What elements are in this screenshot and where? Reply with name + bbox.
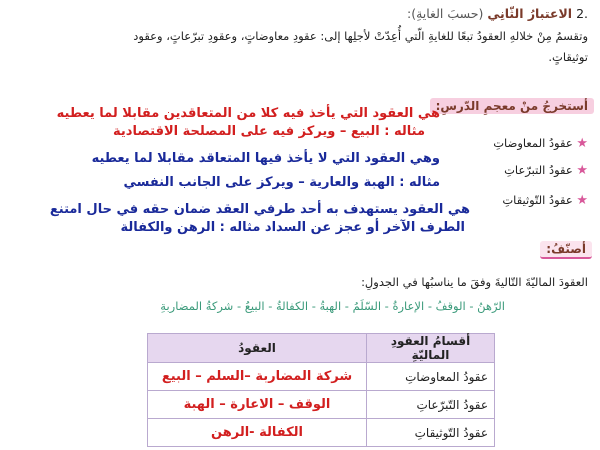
term-label: عقودُ التّوثيقاتِ [502,193,573,207]
definition-1-line2: مثاله : البيع – ويركز فيه على المصلحة الاقتصادية [113,124,425,139]
section-heading: الاعتبارُ الثّانِي [487,6,573,21]
term-row-3 [502,193,588,208]
section-body-line1: وتقسمُ مِنْ خلالهِ العقودُ تبعًا للغايةِ الّتي أُعِدّتْ لأجلِها إلى: عقودِ معاوضاتٍ، وعقودِ تبرّعاتٍ، وعقود [133,29,588,43]
section-heading-note: (حسبَ الغايةِ): [406,6,484,21]
star-icon: ★ [576,163,588,178]
table-row [148,419,495,447]
section-body-line2: توثيقاتٍ. [548,50,588,64]
col-header-contracts: العقودُ [148,334,367,363]
col-header-type: أقسامُ العقودِ الماليّةِ [367,334,495,363]
star-icon: ★ [576,136,588,151]
row-type: عقودُ المعاوضاتِ [367,363,495,391]
word-bank: الرّهنُ - الوقفُ - الإعارةُ - السّلَمُ - الهبةُ - الكفالةُ - البيعُ - شركةُ المضاربةِ [160,299,505,313]
row-type: عقودُ التّبرّعاتِ [367,391,495,419]
classification-table [147,333,495,447]
extract-label: أستخرجُ منْ معجمِ الدّرسِ: [430,98,594,114]
row-answer: الوقف – الاعارة – الهبة [148,391,367,419]
definition-3-line1: هي العقود يستهدف به أحد طرفي العقد ضمان حقه في حال امتنع [49,202,470,217]
term-row-2 [504,163,588,178]
extract-label-tag [430,99,594,113]
section-number: .2 [576,6,588,21]
table-header-row [148,334,495,363]
term-label: عقودُ المعاوضاتِ [493,136,573,150]
table-row [148,363,495,391]
definition-3-line2: الطرف الآخر أو عجز عن السداد مثاله : الرهن والكفالة [120,220,465,235]
classify-label: أصنّفُ: [540,241,592,259]
term-label: عقودُ التبرّعاتِ [504,163,573,177]
row-answer: شركة المضاربة –السلم – البيع [148,363,367,391]
classify-label-tag [540,242,592,256]
definition-2-line2: مثاله : الهبة والعارية – ويركز على الجانب النفسي [123,175,440,190]
table-row [148,391,495,419]
row-answer: الكفالة -الرهن [148,419,367,447]
classify-instruction: العقودَ الماليّةَ التّاليةَ وفقَ ما يناسبُها في الجدولِ: [361,275,588,289]
star-icon: ★ [576,193,588,208]
definition-1-line1: هي العقود التي يأخذ فيه كلا من المتعاقدين مقابلا لما يعطيه [56,106,440,121]
row-type: عقودُ التّوثيقاتِ [367,419,495,447]
section-header [407,6,588,21]
definition-2-line1: وهي العقود التي لا يأخذ فيها المتعاقد مقابلا لما يعطيه [91,151,440,166]
term-row-1 [493,136,588,151]
